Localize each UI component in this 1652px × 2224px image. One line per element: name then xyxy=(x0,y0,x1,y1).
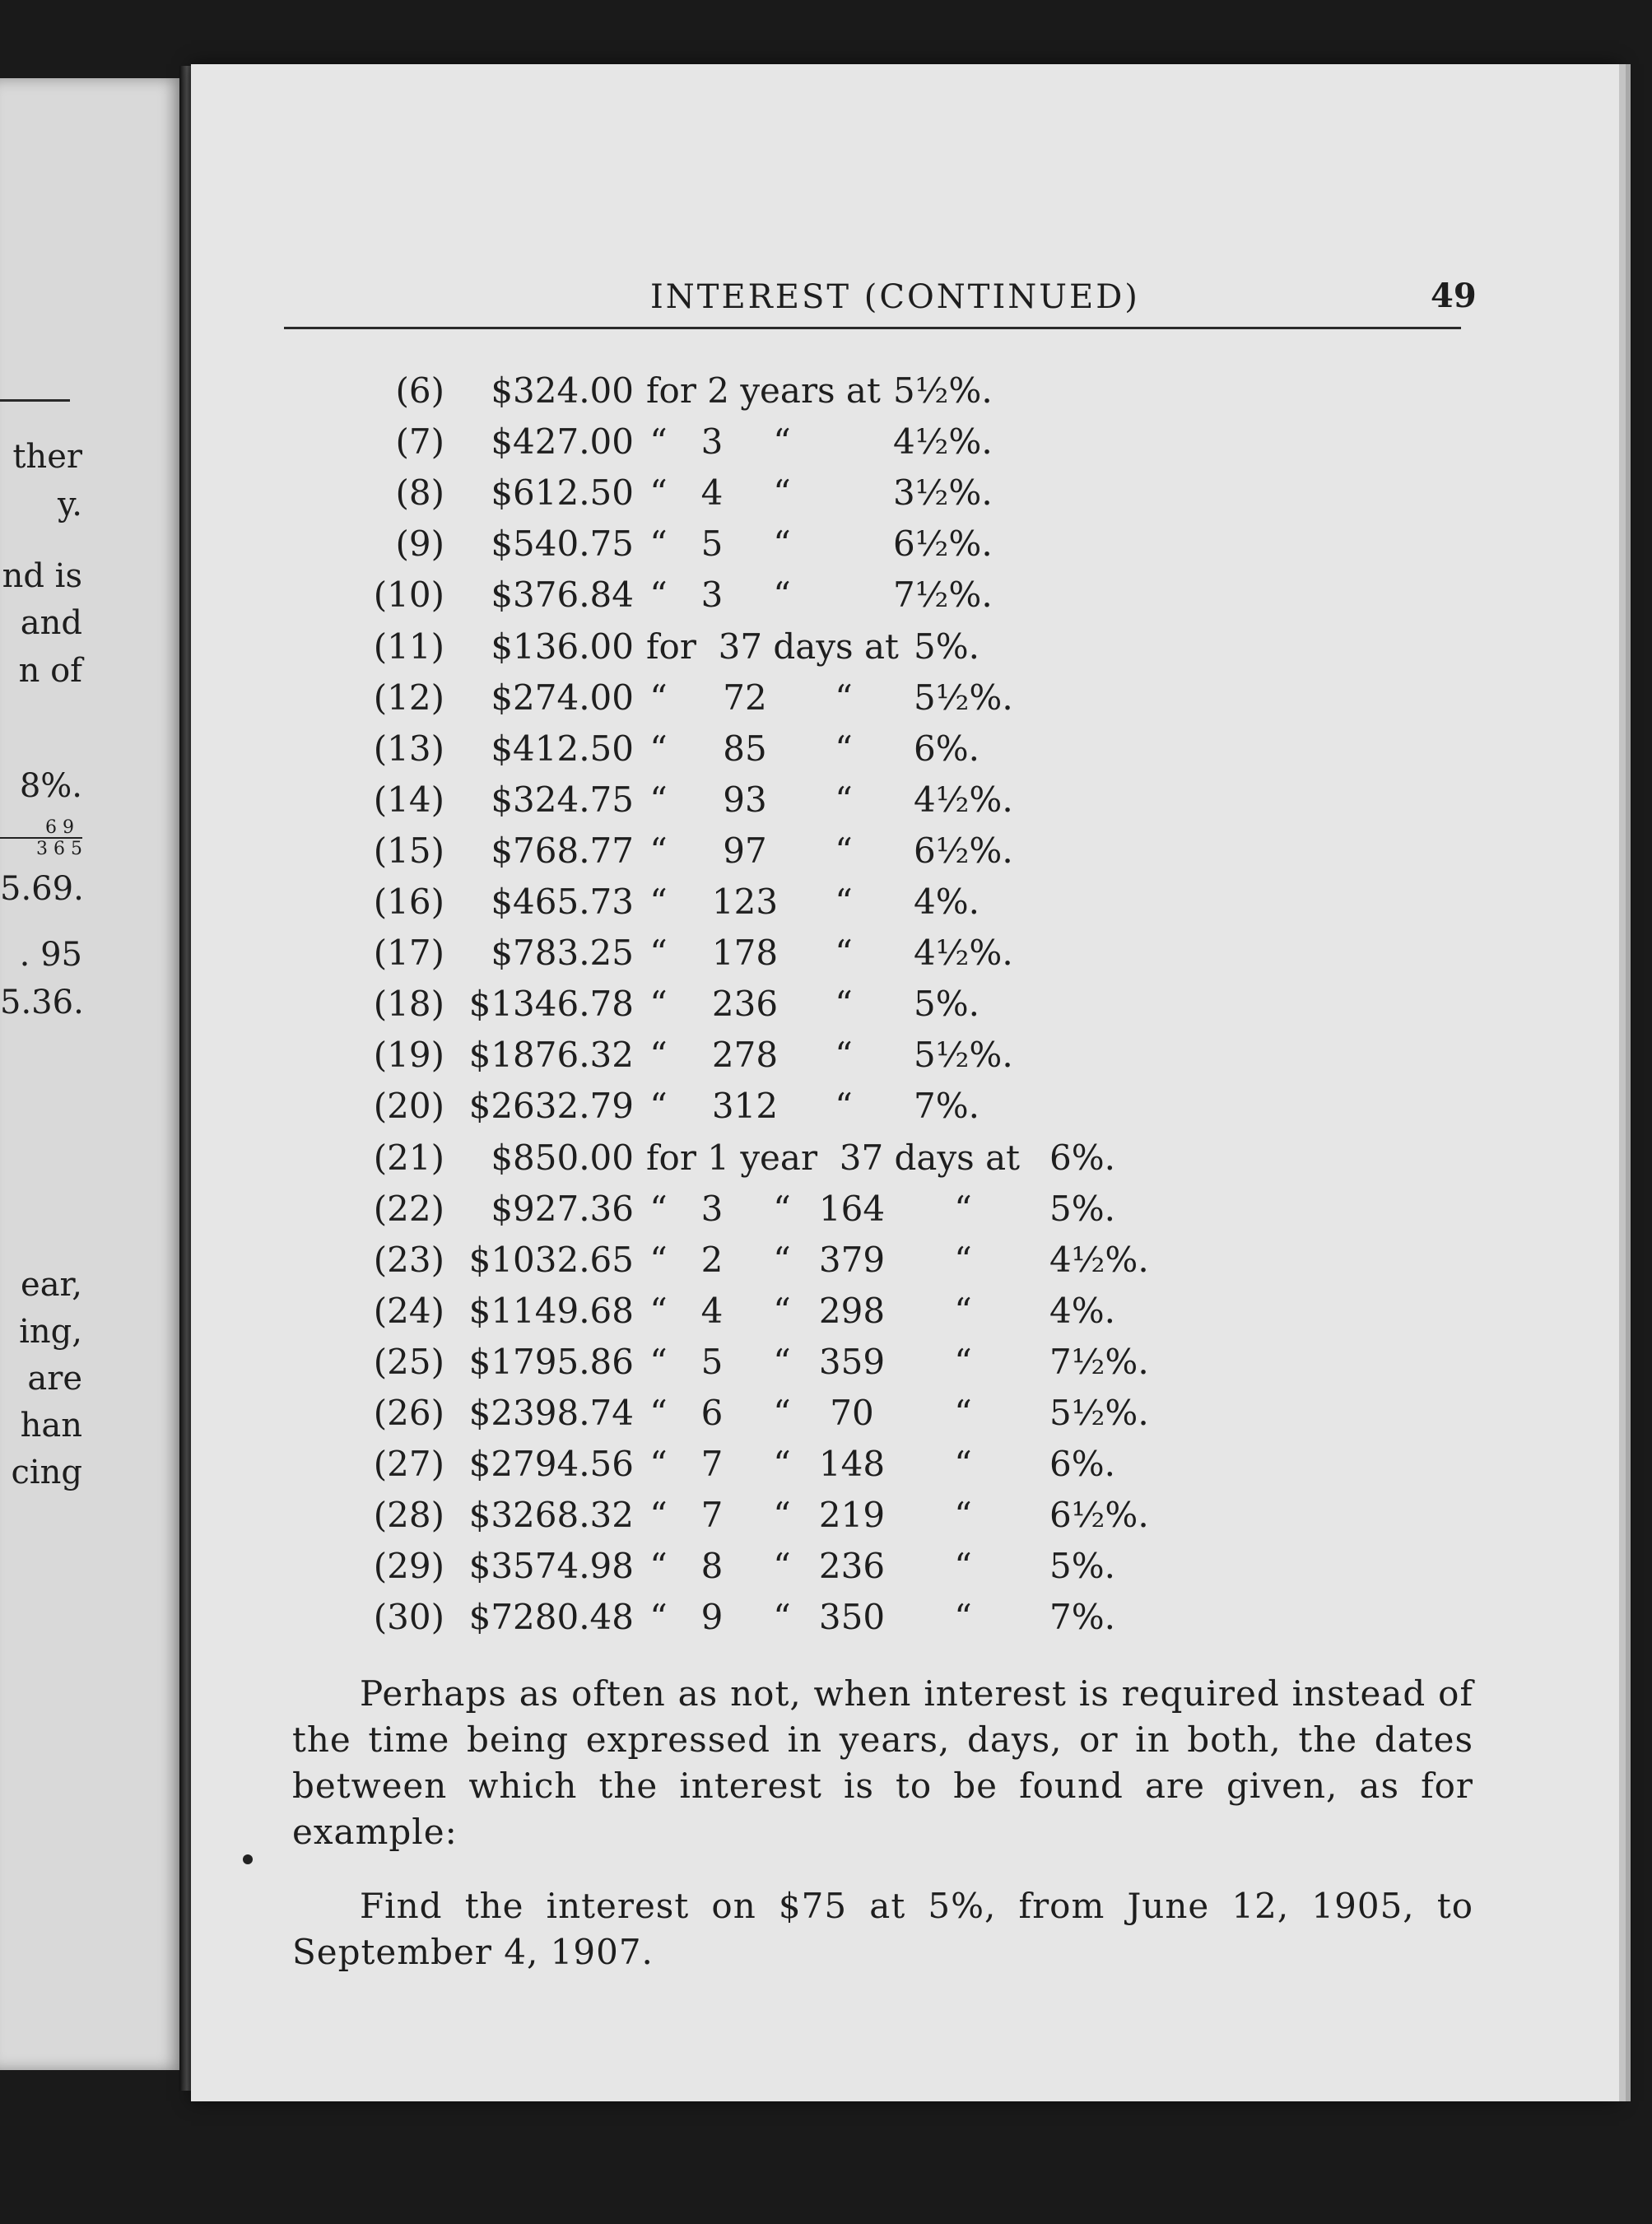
problem-days: 379 xyxy=(818,1240,886,1280)
problem-days: 236 xyxy=(818,1546,886,1586)
problem-row xyxy=(0,1540,1317,1593)
problem-amount: $465.73 xyxy=(491,882,634,922)
paragraph-text: Perhaps as often as not, when interest is required instead of the time being expressed in years, days, or in both, the dates between which the interest is to be found are given, as for example: xyxy=(292,1673,1473,1852)
problem-row xyxy=(0,1234,1317,1286)
problem-years: 8 xyxy=(700,1546,724,1586)
problem-row xyxy=(0,672,1317,724)
problem-number: (27) xyxy=(373,1444,444,1484)
ditto-mark: “ xyxy=(649,1495,668,1535)
problem-rate: 5%. xyxy=(914,626,980,667)
problem-number: (9) xyxy=(395,523,444,564)
problem-number: (12) xyxy=(373,677,444,718)
problem-rate: 6½%. xyxy=(914,831,1013,871)
problem-rate: 7%. xyxy=(1049,1597,1115,1637)
ditto-mark: “ xyxy=(773,1189,791,1229)
left-fragment: 3 6 5 xyxy=(36,839,82,859)
problem-days: 70 xyxy=(830,1393,874,1433)
ditto-mark: “ xyxy=(835,933,853,973)
ditto-mark: “ xyxy=(773,1291,791,1331)
problem-row xyxy=(0,518,1317,570)
ditto-mark: “ xyxy=(773,1393,791,1433)
left-fragment: 5.69. xyxy=(0,870,84,908)
problem-rate: 7½%. xyxy=(1049,1342,1149,1382)
ditto-mark: “ xyxy=(649,421,668,462)
ditto-mark: “ xyxy=(649,1597,668,1637)
ditto-mark: “ xyxy=(649,728,668,769)
problem-amount: $274.00 xyxy=(491,677,634,718)
problem-row xyxy=(0,1080,1317,1133)
problem-days: 178 xyxy=(711,933,779,973)
problem-rate: 6½%. xyxy=(1049,1495,1149,1535)
problem-rate: 5%. xyxy=(1049,1189,1115,1229)
ditto-mark: “ xyxy=(649,831,668,871)
left-fragment: 6 9 xyxy=(0,819,82,839)
left-fragment: . 95 xyxy=(19,936,82,974)
ditto-mark: “ xyxy=(954,1189,972,1229)
ditto-mark: “ xyxy=(649,1393,668,1433)
problem-row xyxy=(0,825,1317,877)
ditto-mark: “ xyxy=(649,1086,668,1126)
problem-rate: 7%. xyxy=(914,1086,980,1126)
body-paragraph xyxy=(292,1671,1473,1855)
left-fragment: ther xyxy=(12,438,82,476)
problem-rate: 5%. xyxy=(914,984,980,1024)
problem-days: 93 xyxy=(723,779,767,820)
ditto-mark: “ xyxy=(954,1393,972,1433)
problem-number: (25) xyxy=(373,1342,444,1382)
problem-number: (15) xyxy=(373,831,444,871)
problem-amount: $1795.86 xyxy=(468,1342,634,1382)
problem-years: 5 xyxy=(700,1342,724,1382)
problem-number: (16) xyxy=(373,882,444,922)
problem-amount: $3268.32 xyxy=(468,1495,634,1535)
problem-row xyxy=(0,365,1317,417)
problem-years: 6 xyxy=(700,1393,724,1433)
problem-rate: 4½%. xyxy=(893,421,993,462)
problem-row xyxy=(0,1591,1317,1644)
ditto-mark: “ xyxy=(773,1597,791,1637)
left-fragment: nd is xyxy=(2,557,82,595)
problem-number: (28) xyxy=(373,1495,444,1535)
problem-days: 278 xyxy=(711,1035,779,1075)
problem-years: 3 xyxy=(700,1189,724,1229)
ditto-mark: “ xyxy=(835,677,853,718)
ditto-mark: “ xyxy=(954,1444,972,1484)
problem-amount: $612.50 xyxy=(491,472,634,513)
ditto-mark: “ xyxy=(649,677,668,718)
ditto-mark: “ xyxy=(649,984,668,1024)
problem-years: 3 xyxy=(700,421,724,462)
problem-amount: $783.25 xyxy=(491,933,634,973)
problem-row xyxy=(0,416,1317,468)
problem-days: 85 xyxy=(723,728,767,769)
problem-years: 3 xyxy=(700,575,724,615)
problem-amount: $927.36 xyxy=(491,1189,634,1229)
ditto-mark: “ xyxy=(649,1342,668,1382)
problem-rate: 5½%. xyxy=(893,370,993,411)
problem-number: (14) xyxy=(373,779,444,820)
problem-rate: 5½%. xyxy=(914,1035,1013,1075)
problem-number: (17) xyxy=(373,933,444,973)
problem-number: (11) xyxy=(373,626,444,667)
problem-days: 148 xyxy=(818,1444,886,1484)
left-fragment: cing xyxy=(11,1454,82,1491)
ditto-mark: “ xyxy=(649,1444,668,1484)
ditto-mark: “ xyxy=(649,1240,668,1280)
ditto-mark: “ xyxy=(954,1240,972,1280)
problem-amount: $136.00 xyxy=(491,626,634,667)
left-fragment: n of xyxy=(18,652,82,690)
problem-years: 7 xyxy=(700,1495,724,1535)
problem-row xyxy=(0,569,1317,621)
ditto-mark: “ xyxy=(835,779,853,820)
problem-rate: 4½%. xyxy=(914,933,1013,973)
running-header: INTEREST (CONTINUED) xyxy=(650,278,1140,316)
problem-rate: 7½%. xyxy=(893,575,993,615)
ditto-mark: “ xyxy=(649,575,668,615)
left-fragment: are xyxy=(27,1360,82,1398)
problem-number: (21) xyxy=(373,1138,444,1178)
left-fragment: 8%. xyxy=(19,767,82,805)
problem-number: (10) xyxy=(373,575,444,615)
ditto-mark: “ xyxy=(773,523,791,564)
margin-dot xyxy=(243,1854,253,1864)
problem-rate: 6½%. xyxy=(893,523,993,564)
ditto-mark: “ xyxy=(954,1495,972,1535)
problem-row xyxy=(0,621,1317,673)
problem-amount: $324.75 xyxy=(491,779,634,820)
problem-rate: 3½%. xyxy=(893,472,993,513)
problem-amount: $427.00 xyxy=(491,421,634,462)
ditto-mark: “ xyxy=(649,1291,668,1331)
problem-number: (8) xyxy=(395,472,444,513)
left-fragment: and xyxy=(20,604,82,642)
paragraph-text: Find the interest on $75 at 5%, from June 12, 1905, to September 4, 1907. xyxy=(292,1886,1473,1972)
ditto-mark: “ xyxy=(954,1597,972,1637)
problem-number: (6) xyxy=(395,370,444,411)
problem-row xyxy=(0,1387,1317,1445)
ditto-mark: “ xyxy=(773,421,791,462)
problem-days: 72 xyxy=(723,677,767,718)
ditto-mark: “ xyxy=(954,1291,972,1331)
ditto-mark: “ xyxy=(835,984,853,1024)
problem-amount: $412.50 xyxy=(491,728,634,769)
problem-rate: 5½%. xyxy=(914,677,1013,718)
problem-row xyxy=(0,1489,1317,1542)
problem-terms: for 2 years at xyxy=(646,370,881,411)
ditto-mark: “ xyxy=(649,1546,668,1586)
problem-number: (19) xyxy=(373,1035,444,1075)
problem-number: (7) xyxy=(395,421,444,462)
problem-rate: 4%. xyxy=(1049,1291,1115,1331)
problem-number: (24) xyxy=(373,1291,444,1331)
problem-rate: 5%. xyxy=(1049,1546,1115,1586)
problem-amount: $1346.78 xyxy=(468,984,634,1024)
problem-number: (13) xyxy=(373,728,444,769)
problem-number: (18) xyxy=(373,984,444,1024)
ditto-mark: “ xyxy=(773,575,791,615)
problem-row xyxy=(0,467,1317,523)
left-fragment: 5.36. xyxy=(0,984,84,1021)
problem-amount: $376.84 xyxy=(491,575,634,615)
problem-amount: $324.00 xyxy=(491,370,634,411)
problem-amount: $7280.48 xyxy=(468,1597,634,1637)
problem-rate: 4½%. xyxy=(1049,1240,1149,1280)
problem-rate: 5½%. xyxy=(1049,1393,1149,1433)
problem-days: 164 xyxy=(818,1189,886,1229)
left-fragment: y. xyxy=(58,486,82,523)
ditto-mark: “ xyxy=(773,1240,791,1280)
problem-row xyxy=(0,1336,1317,1389)
problem-years: 2 xyxy=(700,1240,724,1280)
problem-rate: 6%. xyxy=(1049,1444,1115,1484)
page-number: 49 xyxy=(1431,277,1477,315)
problem-number: (26) xyxy=(373,1393,444,1433)
ditto-mark: “ xyxy=(835,728,853,769)
ditto-mark: “ xyxy=(773,1342,791,1382)
header-rule xyxy=(284,327,1461,329)
problem-number: (20) xyxy=(373,1086,444,1126)
ditto-mark: “ xyxy=(649,1035,668,1075)
problem-row xyxy=(0,876,1317,928)
ditto-mark: “ xyxy=(954,1342,972,1382)
ditto-mark: “ xyxy=(773,1444,791,1484)
problem-amount: $2398.74 xyxy=(468,1393,634,1433)
problem-years: 7 xyxy=(700,1444,724,1484)
problem-days: 123 xyxy=(711,882,779,922)
problem-rate: 6%. xyxy=(1049,1138,1115,1178)
problem-amount: $2794.56 xyxy=(468,1444,634,1484)
problem-rate: 4%. xyxy=(914,882,980,922)
problem-days: 236 xyxy=(711,984,779,1024)
ditto-mark: “ xyxy=(835,831,853,871)
problem-row xyxy=(0,1285,1317,1338)
problem-amount: $1032.65 xyxy=(468,1240,634,1280)
problem-row xyxy=(0,774,1317,826)
ditto-mark: “ xyxy=(954,1546,972,1586)
left-fragment: han xyxy=(20,1407,82,1445)
ditto-mark: “ xyxy=(773,1546,791,1586)
ditto-mark: “ xyxy=(773,1495,791,1535)
problem-years: 4 xyxy=(700,472,724,513)
problem-row xyxy=(0,723,1317,775)
ditto-mark: “ xyxy=(835,882,853,922)
problem-amount: $540.75 xyxy=(491,523,634,564)
problem-amount: $850.00 xyxy=(491,1138,634,1178)
problem-row xyxy=(0,1438,1317,1491)
problem-amount: $2632.79 xyxy=(468,1086,634,1126)
problem-rate: 6%. xyxy=(914,728,980,769)
problem-row xyxy=(0,1132,1317,1184)
problem-rate: 4½%. xyxy=(914,779,1013,820)
problem-days: 219 xyxy=(818,1495,886,1535)
problem-amount: $1149.68 xyxy=(468,1291,634,1331)
problem-days: 359 xyxy=(818,1342,886,1382)
ditto-mark: “ xyxy=(649,882,668,922)
problem-years: 9 xyxy=(700,1597,724,1637)
ditto-mark: “ xyxy=(649,1189,668,1229)
problem-row xyxy=(0,978,1317,1031)
problem-days: 312 xyxy=(711,1086,779,1126)
problem-row xyxy=(0,1029,1317,1082)
problem-number: (30) xyxy=(373,1597,444,1637)
problem-days: 350 xyxy=(818,1597,886,1637)
problem-terms: for 37 days at xyxy=(646,626,899,667)
ditto-mark: “ xyxy=(649,472,668,513)
ditto-mark: “ xyxy=(835,1035,853,1075)
problem-number: (22) xyxy=(373,1189,444,1229)
problem-amount: $3574.98 xyxy=(468,1546,634,1586)
ditto-mark: “ xyxy=(649,779,668,820)
problem-terms: for 1 year 37 days at xyxy=(646,1138,1021,1178)
problem-years: 5 xyxy=(700,523,724,564)
ditto-mark: “ xyxy=(835,1086,853,1126)
problem-number: (23) xyxy=(373,1240,444,1280)
problem-amount: $768.77 xyxy=(491,831,634,871)
problem-row xyxy=(0,927,1317,979)
left-fragment: ear, xyxy=(21,1266,82,1304)
problem-years: 4 xyxy=(700,1291,724,1331)
ditto-mark: “ xyxy=(649,933,668,973)
problem-days: 97 xyxy=(723,831,767,871)
problem-row xyxy=(0,1183,1317,1235)
ditto-mark: “ xyxy=(773,472,791,513)
left-fragment: ing, xyxy=(19,1313,82,1351)
ditto-mark: “ xyxy=(649,523,668,564)
problem-amount: $1876.32 xyxy=(468,1035,634,1075)
body-paragraph xyxy=(292,1883,1473,1975)
problem-number: (29) xyxy=(373,1546,444,1586)
problem-days: 298 xyxy=(818,1291,886,1331)
